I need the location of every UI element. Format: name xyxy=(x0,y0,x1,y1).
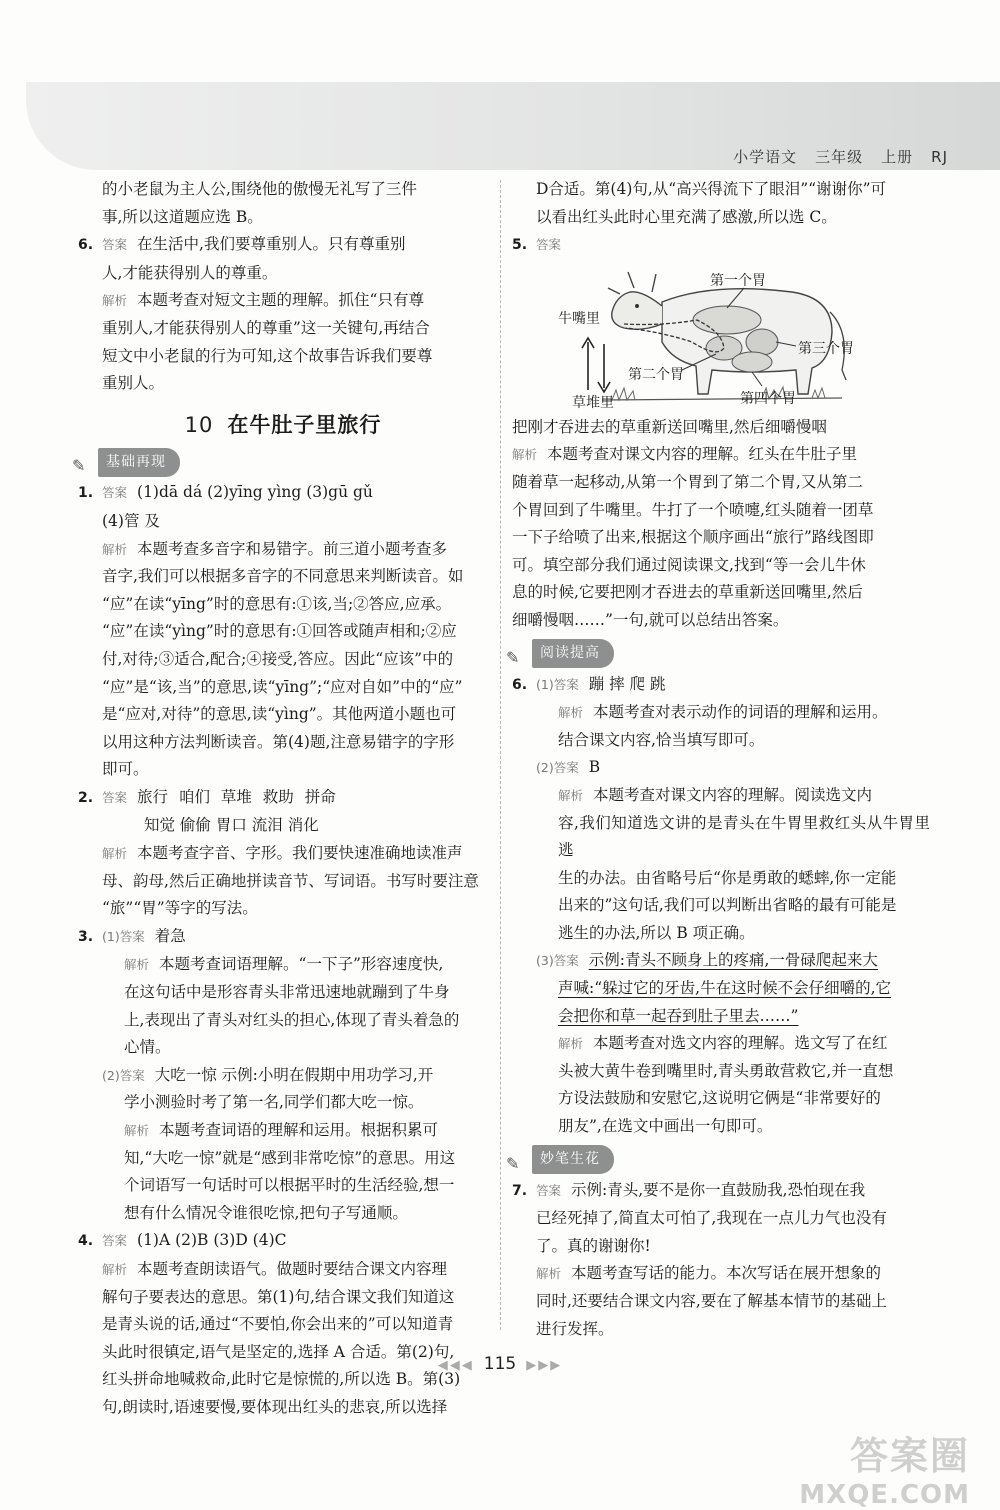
analysis-text: 息的时候,它要把刚才吞进去的草重新送回嘴里,然后 xyxy=(512,583,863,602)
analysis-text: 重别人,才能获得别人的尊重”这一关键句,再结合 xyxy=(102,318,430,337)
answer-label: 答案 xyxy=(102,237,128,253)
analysis-text: 本题考查对课文内容的理解。红头在牛肚子里 xyxy=(547,445,858,464)
label-mouth: 牛嘴里 xyxy=(558,310,600,327)
answer-label: 答案 xyxy=(553,676,579,692)
text-line: D合适。第(4)句,从“高兴得流下了眼泪”“谢谢你”可 xyxy=(536,180,887,198)
analysis-text: 本题考查多音字和易错字。前三道小题考查多 xyxy=(137,539,448,558)
analysis-text: 头此时很镇定,语气是坚定的,选择 A 合适。第(2)句, xyxy=(102,1342,455,1361)
answer-label: 答案 xyxy=(119,928,145,944)
analysis-text: 逃生的办法,所以 B 项正确。 xyxy=(558,923,755,942)
answer-label: 答案 xyxy=(536,237,562,253)
answer-text: 了。真的谢谢你! xyxy=(536,1236,651,1255)
answer-label: 答案 xyxy=(102,485,128,501)
section-header xyxy=(506,639,930,669)
analysis-text: 本题考查字音、字形。我们要快速准确地读准声 xyxy=(137,844,463,863)
section-title: 基础再现 xyxy=(98,448,180,478)
analysis-text: 付,对待;③适合,配合;④接受,答应。因此“应该”中的 xyxy=(102,649,454,668)
lesson-name: 在牛肚子里旅行 xyxy=(227,412,382,437)
analysis-label: 解析 xyxy=(124,957,150,973)
analysis-text: 本题考查朗读语气。做题时要结合课文内容理 xyxy=(137,1259,448,1278)
analysis-text: 音字,我们可以根据多音字的不同意思来判断读音。如 xyxy=(102,567,464,586)
right-arrows-icon: ▶▶▶ xyxy=(526,1358,563,1373)
analysis-label: 解析 xyxy=(102,846,128,862)
analysis-text: 进行发挥。 xyxy=(536,1319,614,1338)
analysis-text: 一下子给喷了出来,根据这个顺序画出“旅行”路线图即 xyxy=(512,528,874,547)
answer-text: 大吃一惊 示例:小明在假期中用功学习,开 xyxy=(154,1065,434,1084)
answer-label: 答案 xyxy=(553,953,579,969)
analysis-text: 在这句话中是形容青头非常迅速地就蹦到了牛身 xyxy=(124,983,450,1002)
analysis-label: 解析 xyxy=(124,1123,150,1138)
analysis-text: 上,表现出了青头对红头的担心,体现了青头着急的 xyxy=(124,1010,460,1029)
label-fourth-stomach: 第四个胃 xyxy=(740,390,796,407)
analysis-text: 本题考查对表示动作的词语的理解和运用。 xyxy=(593,703,888,722)
analysis-text: 个词语写一句话时可以根据平时的生活经验,想一 xyxy=(124,1176,455,1195)
column-divider xyxy=(500,180,501,1330)
answer-text: 人,才能获得别人的尊重。 xyxy=(102,263,278,282)
cow-stomach-diagram xyxy=(512,262,930,410)
page-number: 115 xyxy=(483,1354,517,1374)
question-number: 5. xyxy=(512,237,528,254)
left-column xyxy=(72,176,488,1422)
answer-text: (1)A (2)B (3)D (4)C xyxy=(137,1231,287,1250)
watermark-url: MXQE.COM xyxy=(799,1480,970,1510)
running-header xyxy=(715,146,948,167)
answer-text: 旅行 咱们 草堆 救助 拼命 xyxy=(137,787,336,806)
analysis-text: “应”是“该,当”的意思,读“yīng”;“应对自如”中的“应” xyxy=(102,677,463,696)
question-number: 6. xyxy=(512,676,528,693)
analysis-text: “应”在读“yìng”时的意思有:①回答或随声相和;②应 xyxy=(102,622,457,641)
label-first-stomach: 第一个胃 xyxy=(710,272,766,289)
analysis-text: 生的办法。由省略号后“你是勇敢的蟋蟀,你一定能 xyxy=(558,868,897,887)
analysis-text: “旅”“胃”等字的写法。 xyxy=(102,899,258,918)
analysis-text: 细嚼慢咽……”一句,就可以总结出答案。 xyxy=(512,610,789,629)
section-title: 阅读提高 xyxy=(532,639,614,669)
answer-text: 蹦 摔 爬 跳 xyxy=(588,674,666,693)
analysis-text: 即可。 xyxy=(102,760,149,779)
answer-label: 答案 xyxy=(536,1182,562,1198)
analysis-text: “应”在读“yīng”时的意思有:①该,当;②答应,应承。 xyxy=(102,594,452,613)
analysis-label: 解析 xyxy=(558,705,584,721)
label-grass: 草堆里 xyxy=(572,394,614,411)
sub-number: (1) xyxy=(536,676,554,692)
analysis-text: 本题考查词语的理解和运用。根据积累可 xyxy=(159,1121,439,1139)
answer-text: 示例:青头,要不是你一直鼓励我,恐怕现在我 xyxy=(571,1180,866,1199)
page-footer xyxy=(0,1354,1000,1374)
label-third-stomach: 第三个胃 xyxy=(798,340,854,357)
text-line: 事,所以这道题应选 B。 xyxy=(102,207,263,226)
analysis-text: 结合课文内容,恰当填写即可。 xyxy=(558,730,765,749)
question-number: 1. xyxy=(78,485,94,502)
analysis-text: 容,我们知道选文讲的是青头在牛胃里救红头从牛胃里逃 xyxy=(558,813,930,860)
section-title: 妙笔生花 xyxy=(532,1145,614,1175)
answer-label: 答案 xyxy=(553,760,579,776)
analysis-label: 解析 xyxy=(558,1036,584,1052)
question-number: 2. xyxy=(78,789,94,806)
analysis-label: 解析 xyxy=(102,293,128,309)
analysis-text: 本题考查对短文主题的理解。抓住“只有尊 xyxy=(137,291,424,310)
analysis-text: 朋友”,在选文中画出一句即可。 xyxy=(558,1117,773,1136)
answer-label: 答案 xyxy=(102,789,128,805)
analysis-label: 解析 xyxy=(558,787,584,803)
answer-text: 声喊:“躲过它的牙齿,牛在这时候不会仔细嚼的,它 xyxy=(558,979,892,998)
answer-text: (4)管 及 xyxy=(102,511,160,530)
answer-text: 会把你和草一起吞到肚子里去……” xyxy=(558,1006,799,1025)
answer-label: 答案 xyxy=(102,1233,128,1249)
analysis-text: 个胃回到了牛嘴里。牛打了一个喷嚏,红头随着一团草 xyxy=(512,500,874,519)
analysis-label: 解析 xyxy=(536,1266,562,1282)
header-volume: 上册 xyxy=(881,148,914,166)
analysis-text: 短文中小老鼠的行为可知,这个故事告诉我们要尊 xyxy=(102,346,433,365)
lesson-number: 10 xyxy=(184,412,214,437)
answer-text: 在生活中,我们要尊重别人。只有尊重别 xyxy=(137,235,406,254)
analysis-label: 解析 xyxy=(102,1261,128,1277)
analysis-text: 以用这种方法判断读音。第(4)题,注意易错字的字形 xyxy=(102,732,455,751)
watermark xyxy=(799,1425,970,1510)
answer-text: 把刚才吞进去的草重新送回嘴里,然后细嚼慢咽 xyxy=(512,417,827,436)
analysis-text: 本题考查对选文内容的理解。选文写了在红 xyxy=(593,1034,888,1053)
analysis-text: 本题考查对课文内容的理解。阅读选文内 xyxy=(593,785,873,804)
answer-text: 学小测验时考了第一名,同学们都大吃一惊。 xyxy=(124,1093,424,1112)
analysis-label: 解析 xyxy=(512,447,538,463)
pen-icon: ✎ xyxy=(506,647,520,667)
analysis-label: 解析 xyxy=(102,541,128,557)
answer-text: 着急 xyxy=(154,926,186,945)
analysis-text: 红头拼命地喊救命,此时它是惊慌的,所以选 B。第(3) xyxy=(102,1370,461,1389)
analysis-text: 同时,还要结合课文内容,要在了解基本情节的基础上 xyxy=(536,1292,887,1310)
answer-text: 示例:青头不顾身上的疼痛,一骨碌爬起来大 xyxy=(588,951,878,970)
label-second-stomach: 第二个胃 xyxy=(628,366,684,383)
question-number: 4. xyxy=(78,1233,94,1250)
analysis-text: 句,朗读时,语速要慢,要体现出红头的悲哀,所以选择 xyxy=(102,1397,448,1416)
left-arrows-icon: ◀◀◀ xyxy=(437,1358,474,1373)
sub-number: (3) xyxy=(536,953,554,969)
header-grade: 三年级 xyxy=(815,148,864,166)
header-edition: RJ xyxy=(931,148,948,166)
answer-text: 已经死掉了,简直太可怕了,我现在一点儿力气也没有 xyxy=(536,1209,887,1228)
analysis-text: 出来的”这句话,我们可以判断出省略的最有可能是 xyxy=(558,896,897,915)
lesson-title xyxy=(78,412,488,440)
analysis-text: 心情。 xyxy=(124,1038,171,1057)
analysis-text: 是“应对,对待”的意思,读“yìng”。其他两道小题也可 xyxy=(102,705,457,724)
answer-text: (1)dā dá (2)yīng yìng (3)gū gǔ xyxy=(137,483,373,502)
analysis-text: 想有什么情况令谁很吃惊,把句子写通顺。 xyxy=(124,1203,408,1222)
analysis-text: 随着草一起移动,从第一个胃到了第二个胃,又从第二 xyxy=(512,472,863,491)
pen-icon: ✎ xyxy=(72,456,86,476)
section-header xyxy=(506,1145,930,1175)
watermark-logo: 答案圈 xyxy=(849,1434,970,1478)
question-number: 6. xyxy=(78,237,94,254)
analysis-text: 本题考查词语理解。“一下子”形容速度快, xyxy=(159,955,444,974)
sub-number: (1) xyxy=(102,928,120,944)
section-header xyxy=(72,447,488,477)
analysis-text: 头被大黄牛卷到嘴里时,青头勇敢营救它,并一直想 xyxy=(558,1061,894,1080)
answer-text: B xyxy=(588,758,601,777)
analysis-text: 可。填空部分我们通过阅读课文,找到“等一会儿牛休 xyxy=(512,555,866,574)
text-line: 的小老鼠为主人公,围绕他的傲慢无礼写了三件 xyxy=(102,180,417,198)
analysis-text: 本题考查写话的能力。本次写话在展开想象的 xyxy=(571,1264,882,1283)
sub-number: (2) xyxy=(536,760,554,776)
answer-label: 答案 xyxy=(119,1067,145,1083)
header-subject: 小学语文 xyxy=(733,148,798,166)
text-line: 以看出红头此时心里充满了感激,所以选 C。 xyxy=(536,207,837,226)
analysis-text: 解句子要表达的意思。第(1)句,结合课文我们知道这 xyxy=(102,1287,455,1306)
analysis-text: 是青头说的话,通过“不要怕,你会出来的”可以知道青 xyxy=(102,1315,454,1334)
analysis-text: 知,“大吃一惊”就是“感到非常吃惊”的意思。用这 xyxy=(124,1148,456,1167)
analysis-text: 方设法鼓励和安慰它,这说明它俩是“非常要好的 xyxy=(558,1089,881,1108)
analysis-text: 母、韵母,然后正确地拼读音节、写词语。书写时要注意 xyxy=(102,871,479,890)
sub-number: (2) xyxy=(102,1067,120,1083)
question-number: 3. xyxy=(78,928,94,945)
question-number: 7. xyxy=(512,1182,528,1199)
right-column xyxy=(506,176,930,1343)
analysis-text: 重别人。 xyxy=(102,374,165,393)
pen-icon: ✎ xyxy=(506,1153,520,1173)
answer-text: 知觉 偷偷 胃口 流泪 消化 xyxy=(144,816,319,835)
